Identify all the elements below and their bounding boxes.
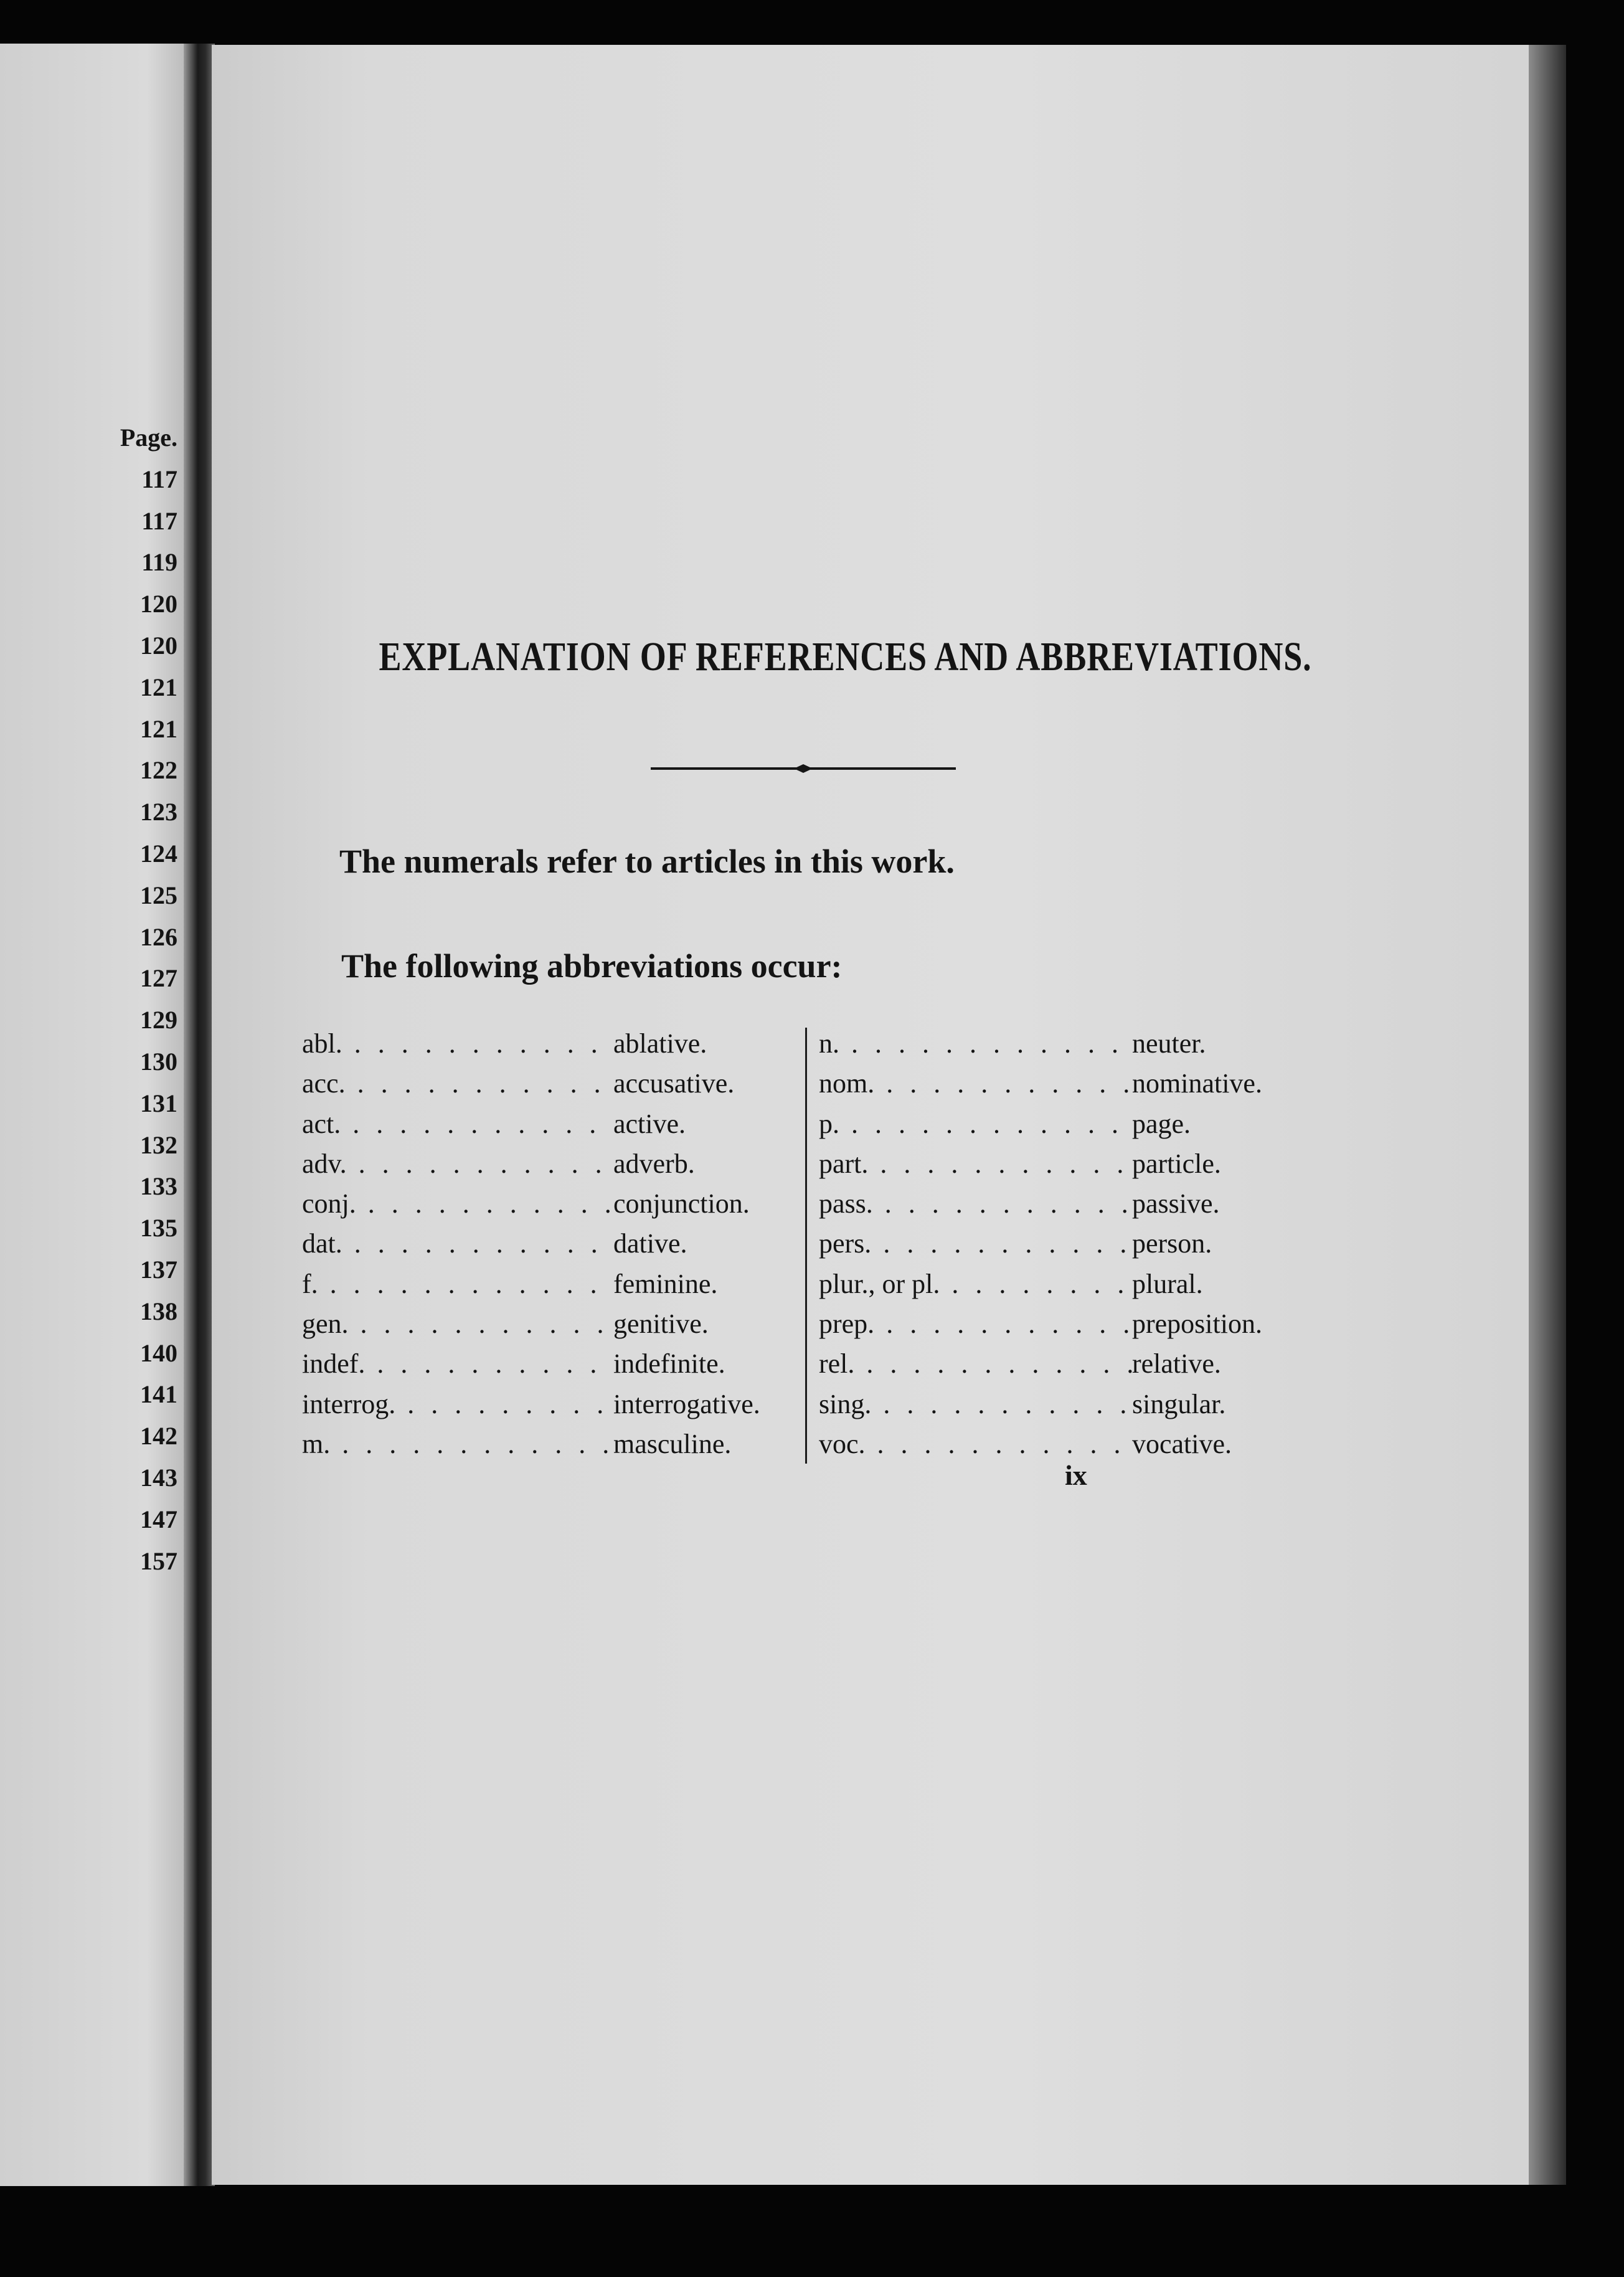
page-number: 125 <box>140 881 177 909</box>
abbreviation-meaning: masculine. <box>613 1428 732 1459</box>
column-divider <box>805 1028 807 1464</box>
abbreviation-term: adv. . . . <box>302 1144 613 1184</box>
abbreviation-meaning: passive. <box>1132 1188 1220 1219</box>
page-edge <box>1529 45 1566 2185</box>
page-number: 140 <box>140 1338 177 1367</box>
page-number: 141 <box>140 1380 177 1409</box>
abbreviation-term: plur., or pl. . . . <box>819 1264 1132 1304</box>
page-number: 121 <box>140 714 177 743</box>
page-number: 129 <box>140 1006 177 1034</box>
page-number: 120 <box>140 590 177 618</box>
page-number: 126 <box>140 922 177 951</box>
abbreviation-meaning: dative. <box>613 1228 687 1259</box>
abbreviation-meaning: conjunction. <box>613 1188 750 1219</box>
page-number: 147 <box>140 1505 177 1533</box>
abbreviation-meaning: adverb. <box>613 1148 695 1179</box>
abbreviation-meaning: plural. <box>1132 1268 1203 1299</box>
ornamental-rule <box>651 762 956 775</box>
abbreviation-meaning: active. <box>613 1108 686 1139</box>
abbreviation-meaning: particle. <box>1132 1148 1221 1179</box>
abbreviation-term: prep. . . . <box>819 1304 1132 1344</box>
abbreviation-row <box>819 1064 1554 1104</box>
abbreviations-right-column <box>819 1024 1554 1464</box>
abbreviation-term: rel. . . . <box>819 1344 1132 1384</box>
abbreviation-row <box>819 1344 1554 1384</box>
abbreviation-meaning: relative. <box>1132 1348 1221 1380</box>
page-number: 132 <box>140 1130 177 1159</box>
abbreviation-term: f. . . . <box>302 1264 613 1304</box>
page-number: 127 <box>140 964 177 993</box>
page-number: 137 <box>140 1255 177 1284</box>
page-number: 142 <box>140 1422 177 1451</box>
abbreviation-term: interrog. . . . <box>302 1385 613 1424</box>
page-folio: ix <box>1065 1459 1087 1491</box>
abbreviation-meaning: interrogative. <box>613 1388 760 1419</box>
page-number: 123 <box>140 798 177 826</box>
page-number: 117 <box>141 506 177 535</box>
page-number-list <box>120 417 177 1582</box>
abbreviation-row <box>819 1104 1554 1144</box>
abbreviation-row <box>819 1304 1554 1344</box>
page-heading: EXPLANATION OF REFERENCES AND ABBREVIATIONS. <box>379 634 1312 679</box>
abbreviation-term: pass. . . . <box>819 1184 1132 1224</box>
abbreviation-row <box>819 1385 1554 1424</box>
abbreviation-row <box>819 1184 1554 1224</box>
abbreviation-term: voc. . . . <box>819 1424 1132 1464</box>
abbreviation-term: gen. . . . <box>302 1304 613 1344</box>
abbreviation-term: acc. . . . <box>302 1064 613 1104</box>
page-number: 143 <box>140 1463 177 1492</box>
abbreviation-row <box>819 1224 1554 1264</box>
abbreviation-meaning: feminine. <box>613 1268 718 1299</box>
abbreviation-term: p. . . . <box>819 1104 1132 1144</box>
abbreviation-meaning: preposition. <box>1132 1309 1262 1340</box>
abbreviation-term: act. . . . <box>302 1104 613 1144</box>
page-number: 131 <box>140 1089 177 1117</box>
abbreviation-meaning: accusative. <box>613 1068 735 1099</box>
page-number: 130 <box>140 1047 177 1076</box>
abbreviation-meaning: indefinite. <box>613 1348 725 1380</box>
abbreviation-term: pers. . . . <box>819 1224 1132 1264</box>
abbreviation-meaning: genitive. <box>613 1309 709 1340</box>
abbreviation-term: abl. . . . <box>302 1024 613 1064</box>
abbreviation-meaning: page. <box>1132 1108 1191 1139</box>
abbreviation-term: n. . . . <box>819 1024 1132 1064</box>
abbreviation-meaning: singular. <box>1132 1388 1226 1419</box>
abbreviation-term: indef. . . . <box>302 1344 613 1384</box>
abbreviation-meaning: vocative. <box>1132 1428 1232 1459</box>
book-gutter <box>184 44 215 2186</box>
left-page <box>0 44 184 2186</box>
abbreviations-intro: The following abbreviations occur: <box>341 947 843 985</box>
abbreviation-row <box>819 1144 1554 1184</box>
abbreviation-meaning: ablative. <box>613 1028 707 1059</box>
intro-text: The numerals refer to articles in this work. <box>339 843 955 880</box>
page-number: 120 <box>140 631 177 660</box>
abbreviation-term: nom. . . . <box>819 1064 1132 1104</box>
page-number: 138 <box>140 1297 177 1325</box>
page-column-header: Page. <box>120 424 177 452</box>
page-number: 122 <box>140 756 177 785</box>
right-page <box>212 45 1529 2185</box>
page-number: 157 <box>140 1546 177 1575</box>
abbreviation-meaning: nominative. <box>1132 1068 1262 1099</box>
page-number: 133 <box>140 1172 177 1201</box>
abbreviation-row <box>819 1264 1554 1304</box>
abbreviation-meaning: neuter. <box>1132 1028 1206 1059</box>
page-number: 124 <box>140 839 177 868</box>
abbreviation-term: part. . . . <box>819 1144 1132 1184</box>
abbreviation-row <box>819 1424 1554 1464</box>
abbreviation-term: conj. . . . <box>302 1184 613 1224</box>
abbreviation-term: m. . . . <box>302 1424 613 1464</box>
page-number: 119 <box>141 548 177 577</box>
abbreviation-row <box>819 1024 1554 1064</box>
page-number: 117 <box>141 465 177 493</box>
page-number: 135 <box>140 1214 177 1243</box>
abbreviation-term: sing. . . . <box>819 1385 1132 1424</box>
abbreviation-term: dat. . . . <box>302 1224 613 1264</box>
abbreviation-meaning: person. <box>1132 1228 1212 1259</box>
page-number: 121 <box>140 673 177 701</box>
